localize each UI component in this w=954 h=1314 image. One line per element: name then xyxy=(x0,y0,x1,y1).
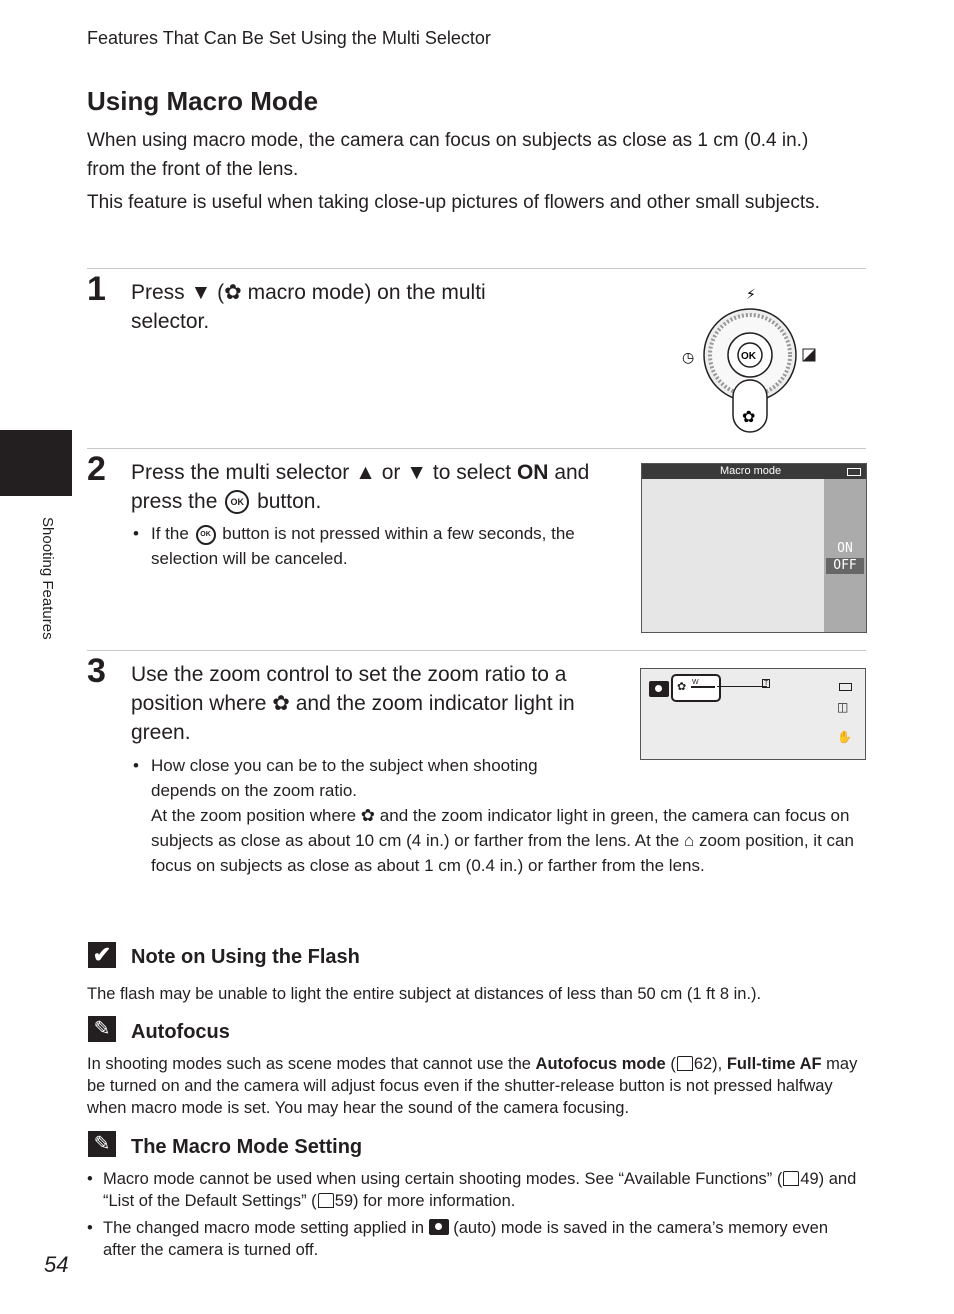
step-2-number: 2 xyxy=(87,450,106,488)
step-2-text: Press the multi selector ▲ or ▼ to select ON and press the OK button. xyxy=(131,458,621,516)
step-3-number: 3 xyxy=(87,652,106,690)
step-3-text: Use the zoom control to set the zoom ratio to a position where ✿ and the zoom indicator light in green. xyxy=(131,663,575,744)
wide-angle-icon: ⌂ xyxy=(683,831,695,850)
zoom-w-label: W xyxy=(692,679,699,686)
page-reference-icon xyxy=(783,1171,799,1186)
multi-selector-diagram xyxy=(675,280,825,435)
macro-mode-screen xyxy=(641,463,867,633)
intro-paragraph-2: This feature is useful when taking close-up pictures of flowers and other small subjects. xyxy=(87,192,820,213)
page-title: Using Macro Mode xyxy=(87,86,319,116)
running-header: Features That Can Be Set Using the Multi Selector xyxy=(87,28,491,48)
macro-flower-outline-icon: ✿ xyxy=(360,806,376,825)
step-divider xyxy=(87,650,866,651)
macro-flower-outline-icon: ✿ xyxy=(272,692,290,715)
step-1-number: 1 xyxy=(87,270,106,308)
auto-mode-icon xyxy=(649,681,669,697)
option-off: OFF xyxy=(826,558,864,574)
step-2-bullet: • If the OK button is not pressed within a few seconds, the selection will be canceled. xyxy=(133,524,575,568)
section-tab xyxy=(0,430,72,496)
down-triangle-icon: ▼ xyxy=(190,281,212,304)
auto-mode-icon xyxy=(429,1219,449,1235)
zoom-bar xyxy=(691,686,715,688)
zoom-screen xyxy=(640,668,866,760)
option-on: ON xyxy=(826,541,864,557)
note-af-body: In shooting modes such as scene modes that cannot use the Autofocus mode ( 62), Full-time AF may be turned on and the camera will adjust focus even if the shutter-release button is not pressed halfway when macro mode is set. You may hear the sound of the camera focusing. xyxy=(87,1055,858,1117)
macro-flower-icon: ✿ xyxy=(742,407,756,426)
zoom-track xyxy=(717,686,767,687)
motion-detection-icon: ✋ xyxy=(837,730,852,744)
note-setting-bullet-2: • The changed macro mode setting applied in (auto) mode is saved in the camera’s memory even after the camera is turned off. xyxy=(87,1219,829,1259)
battery-icon xyxy=(847,468,861,476)
macro-flower-icon: ✿ xyxy=(677,681,687,693)
screen-title: Macro mode xyxy=(720,465,782,477)
intro-paragraph-1: When using macro mode, the camera can focus on subjects as close as 1 cm (0.4 in.) from the front of the lens. xyxy=(87,130,809,180)
stabilization-icon: ◫ xyxy=(837,700,849,714)
ok-button-icon: OK xyxy=(225,490,249,514)
ok-button-icon: OK xyxy=(196,525,216,545)
battery-icon xyxy=(839,683,852,691)
flash-icon: ⚡ xyxy=(746,287,756,303)
note-flash-body: The flash may be unable to light the entire subject at distances of less than 50 cm (1 ft 8 in.). xyxy=(87,985,762,1003)
note-setting-heading: The Macro Mode Setting xyxy=(131,1136,363,1158)
step-divider xyxy=(87,448,866,449)
down-triangle-icon: ▼ xyxy=(406,461,428,484)
zoom-t-label: T xyxy=(764,680,769,687)
page-number: 54 xyxy=(44,1252,69,1277)
note-af-heading: Autofocus xyxy=(131,1021,230,1043)
step-1-text: Press ▼ (✿ macro mode) on the multi selector. xyxy=(131,278,551,336)
check-note-icon: ✔ xyxy=(88,942,116,968)
svg-text:OK: OK xyxy=(741,351,756,362)
note-flash-heading: Note on Using the Flash xyxy=(131,946,360,968)
step-3-paragraph: At the zoom position where ✿ and the zoom indicator light in green, the camera can focus on subjects as close as about 10 cm (4 in.) or farther from the lens. At the ⌂ zoom position, it can focus on subjects as close as about 1 cm (0.4 in.) or farther from the lens. xyxy=(151,803,866,878)
step-divider xyxy=(87,268,866,269)
step-3-bullet-1: • How close you can be to the subject when shooting depends on the zoom ratio. xyxy=(133,756,538,800)
page-reference-icon xyxy=(318,1193,334,1208)
self-timer-icon: ◷ xyxy=(682,350,695,366)
macro-flower-icon: ✿ xyxy=(224,281,242,304)
pencil-note-icon: ✎ xyxy=(88,1016,116,1042)
page-reference-icon xyxy=(677,1056,693,1071)
up-triangle-icon: ▲ xyxy=(355,461,376,484)
pencil-note-icon: ✎ xyxy=(88,1131,116,1157)
note-setting-bullet-1: • Macro mode cannot be used when using certain shooting modes. See “Available Functions” ( 49) and “List of the Default Settings” ( 59) for more information. xyxy=(87,1170,857,1210)
section-side-label: Shooting Features xyxy=(39,517,56,640)
